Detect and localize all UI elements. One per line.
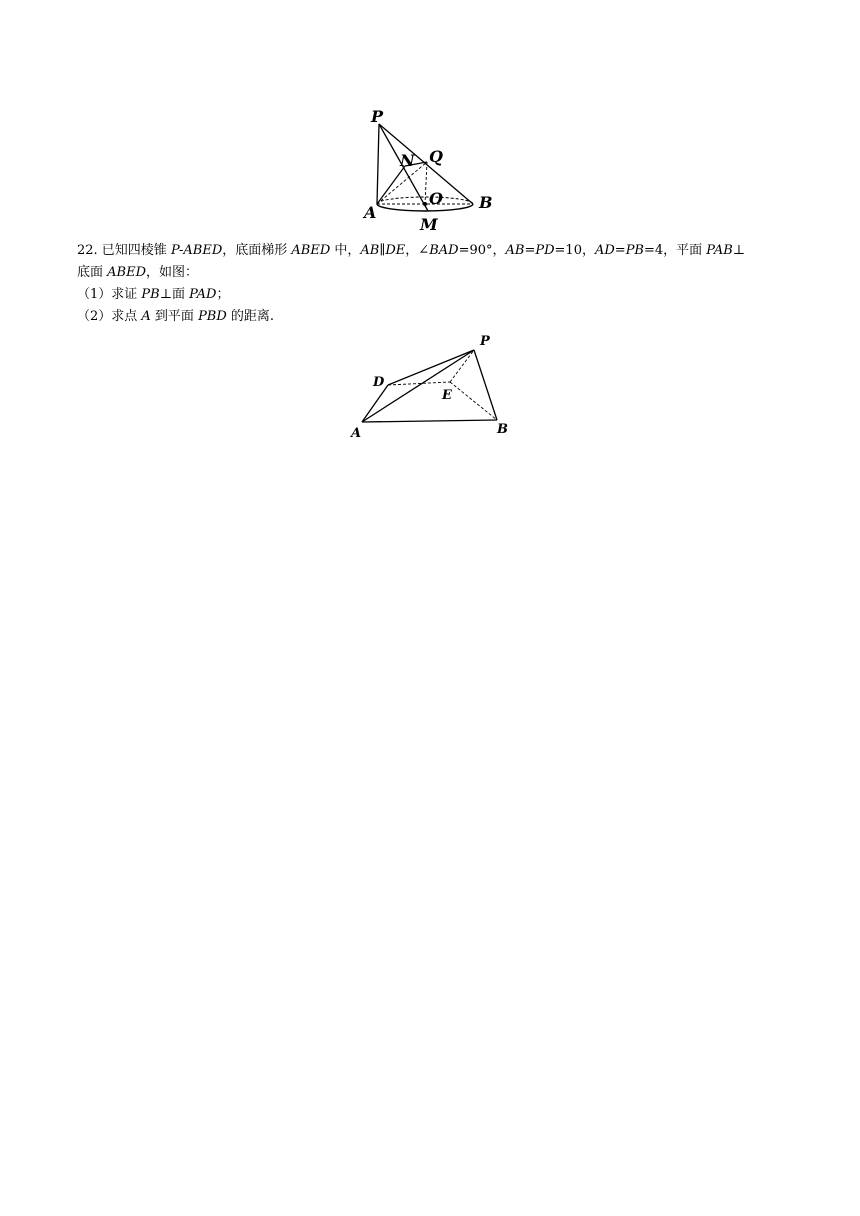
math-var: PD xyxy=(535,243,555,258)
label-A: A xyxy=(364,203,377,222)
text: =4，平面 xyxy=(644,243,707,258)
label-P: P xyxy=(480,334,490,349)
edge-DP xyxy=(388,350,474,385)
math-var: ABED xyxy=(107,265,146,280)
text: （2）求点 xyxy=(77,309,142,324)
label-D: D xyxy=(373,375,385,390)
math-var: AD xyxy=(594,243,615,258)
label-B: B xyxy=(497,422,508,437)
label-Q: Q xyxy=(429,147,443,166)
problem-statement-line2 xyxy=(77,262,787,284)
text: 底面 xyxy=(77,265,108,280)
text: 中， xyxy=(330,243,361,258)
text: 到平面 xyxy=(150,309,199,324)
label-N: N xyxy=(400,151,415,170)
math-var: BAD xyxy=(429,243,459,258)
label-A: A xyxy=(351,426,362,441)
text: ⊥ xyxy=(732,243,746,258)
math-var: AB xyxy=(360,243,380,258)
math-var: PB xyxy=(141,287,160,302)
math-var: PAD xyxy=(189,287,217,302)
text: ； xyxy=(216,287,230,302)
problem-part-1 xyxy=(77,284,787,306)
text: =90°， xyxy=(458,243,506,258)
label-P: P xyxy=(371,107,384,126)
math-var: AB xyxy=(505,243,525,258)
pyramid-figure xyxy=(340,325,530,445)
math-var: DE xyxy=(385,243,406,258)
edge-AB xyxy=(362,420,497,422)
edge-DE xyxy=(388,382,450,385)
text: . 已知四棱锥 xyxy=(93,243,171,258)
problem-statement-line1 xyxy=(77,240,787,262)
math-var: PB xyxy=(625,243,644,258)
edge-AD xyxy=(362,385,388,422)
edge-PB xyxy=(474,350,497,420)
math-var: P-ABED xyxy=(170,243,223,258)
text: = xyxy=(614,243,626,258)
math-var: PBD xyxy=(198,309,227,324)
label-E: E xyxy=(442,388,452,403)
edge-EB xyxy=(450,382,497,420)
segment-QO xyxy=(425,162,427,204)
text: ，如图： xyxy=(146,265,199,280)
text: = xyxy=(524,243,536,258)
text: ，∠ xyxy=(405,243,430,258)
label-O: O xyxy=(429,189,443,208)
text: （1）求证 xyxy=(77,287,142,302)
label-B: B xyxy=(479,193,493,212)
text: ∥ xyxy=(379,243,386,258)
text: 的距离. xyxy=(226,309,275,324)
text: ⊥面 xyxy=(159,287,190,302)
cone-figure xyxy=(355,100,505,240)
math-var: A xyxy=(141,309,151,324)
math-var: ABED xyxy=(291,243,331,258)
math-var: PAB xyxy=(706,243,733,258)
center-O-dot xyxy=(423,202,427,206)
edge-PA xyxy=(377,124,379,204)
text: =10， xyxy=(554,243,595,258)
text: ，底面梯形 xyxy=(222,243,292,258)
label-M: M xyxy=(420,215,438,234)
problem-22 xyxy=(77,240,787,328)
problem-number: 22 xyxy=(77,243,94,258)
